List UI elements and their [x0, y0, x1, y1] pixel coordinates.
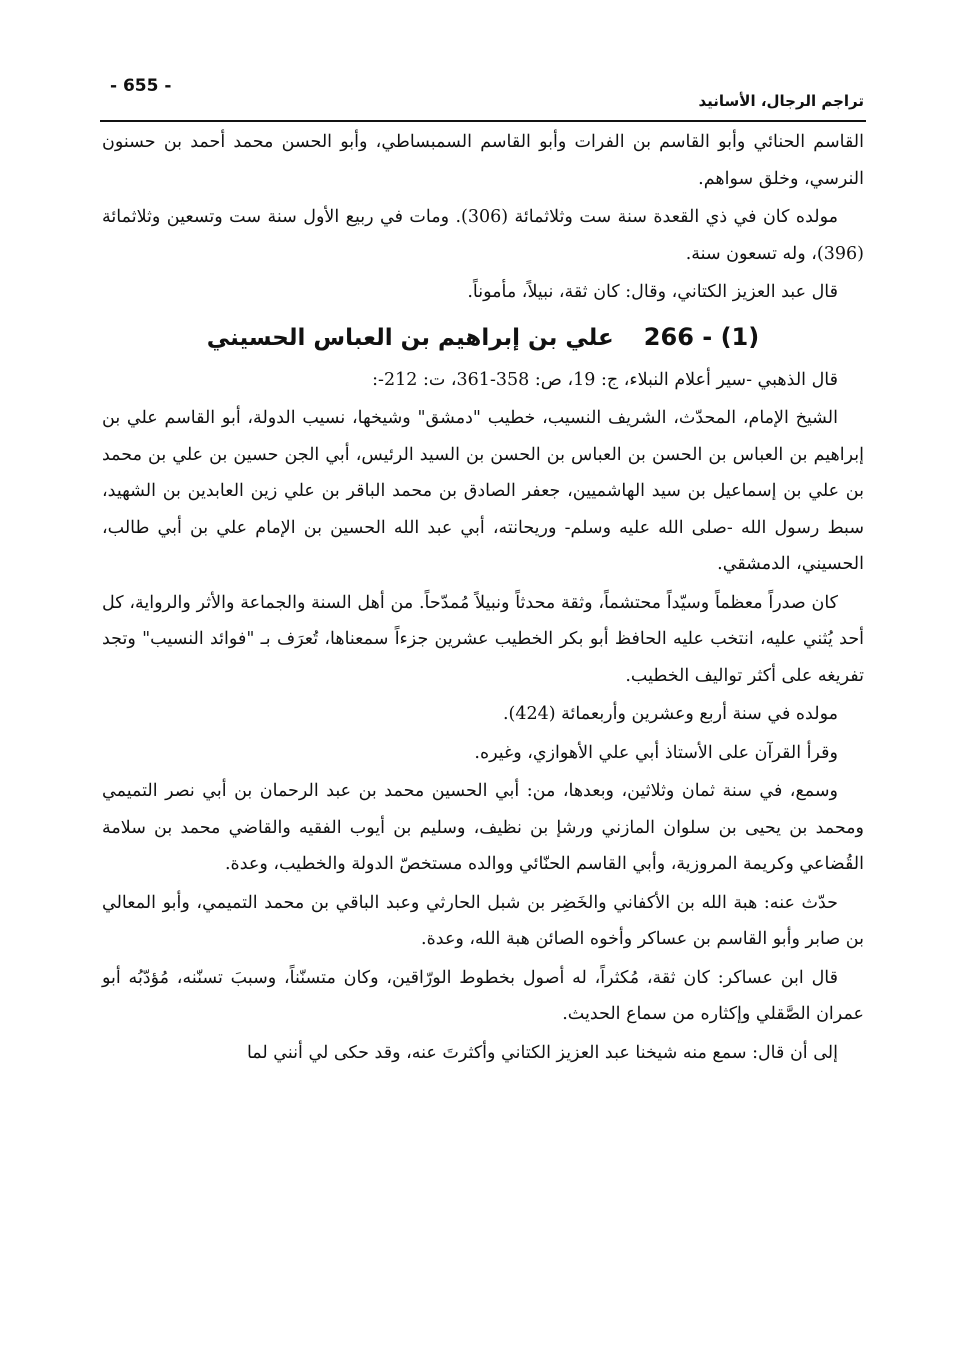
header-rule [100, 120, 866, 122]
running-title: تراجم الرجال، الأسانيد [698, 92, 864, 110]
paragraph: مولده كان في ذي القعدة سنة ست وثلاثمائة (306). ومات في ربيع الأول سنة ست وتسعين وثلاثمائة (396)، وله تسعون سنة. [102, 207, 864, 264]
entry-number: 266 - (1) [643, 322, 760, 351]
paragraph: مولده في سنة أربع وعشرين وأربعمائة (424). [502, 704, 838, 724]
paragraph: قال الذهبي -سير أعلام النبلاء، ج: 19، ص: 358-361، ت: 212-: [372, 369, 838, 390]
paragraph: قال ابن عساكر: كان ثقة، مُكثراً، له أصول بخطوط الورّاقين، وكان متسنّناً، وسببَ تسنّنه، مُؤدّبُه أبو عمران الصَّقلي وإكثاره من سماع الحديث. [102, 967, 864, 1024]
page-number: - 655 - [110, 76, 172, 96]
paragraph: كان صدراً معظماً وسيّداً محتشماً، وثقة محدثاً ونبيلاً مُمدّحاً. من أهل السنة والجماعة والأثر والرواية، كل أحد يُثني عليه، انتخب عليه الحافظ أبو بكر الخطيب عشرين جزءاً سمعناها، تُعرَف بـ "فوائد النسيب" وتجد تفريغه على أكثر تواليف الخطيب. [102, 592, 864, 686]
entry-heading [102, 317, 864, 358]
paragraph: حدّث عنه: هبة الله بن الأكفاني والخَضِر بن شبل الحارثي وعبد الباقي بن محمد التميمي، وأبو المعالي بن صابر وأبو القاسم بن عساكر وأخوه الصائن هبة الله، وعدة. [102, 892, 864, 949]
paragraph: إلى أن قال: سمع منه شيخنا عبد العزيز الكتاني وأكثرتَ عنه، وقد حكى لي أنني لما [246, 1042, 838, 1063]
paragraph: وقرأ القرآن على الأستاذ أبي علي الأهوازي، وغيره. [474, 742, 838, 763]
page-header [102, 76, 864, 116]
body-text [102, 124, 864, 1073]
paragraph: القاسم الحنائي وأبو القاسم بن الفرات وأبو القاسم السمبساطي، وأبو الحسن محمد أحمد بن حسنون النرسي، وخلق سواهم. [102, 132, 864, 189]
paragraph: وسمع، في سنة ثمان وثلاثين، وبعدها، من: أبي الحسين محمد بن عبد الرحمان بن أبي نصر التميمي ومحمد بن يحيى بن سلوان المازني ورشإ بن نظيف، وسليم بن أيوب الفقيه والقاضي محمد بن سلامة القُضاعي وكريمة المروزية، وأبي القاسم الحنّائي ووالده مستخصّ الدولة والخطيب، وعدة. [102, 781, 864, 874]
entry-name: علي بن إبراهيم بن العباس الحسيني [206, 324, 614, 351]
paragraph: الشيخ الإمام، المحدّث، الشريف النسيب، خطيب "دمشق" وشيخها، نسيب الدولة، أبو القاسم علي بن إبراهيم بن العباس بن الحسن بن العباس بن الحسن بن السيد الرئيس، أبي الجن حسين بن علي بن محمد بن علي بن إسماعيل بن سيد الهاشميين، جعفر الصادق بن محمد الباقر بن علي زين العابدين بن الشهيد، سبط رسول الله -صلى الله عليه وسلم- وريحانته، أبي عبد الله الحسين بن الإمام علي بن أبي طالب، الحسيني، الدمشقي. [102, 408, 864, 574]
paragraph: قال عبد العزيز الكتاني، وقال: كان ثقة، نبيلاً، مأموناً. [467, 282, 838, 302]
